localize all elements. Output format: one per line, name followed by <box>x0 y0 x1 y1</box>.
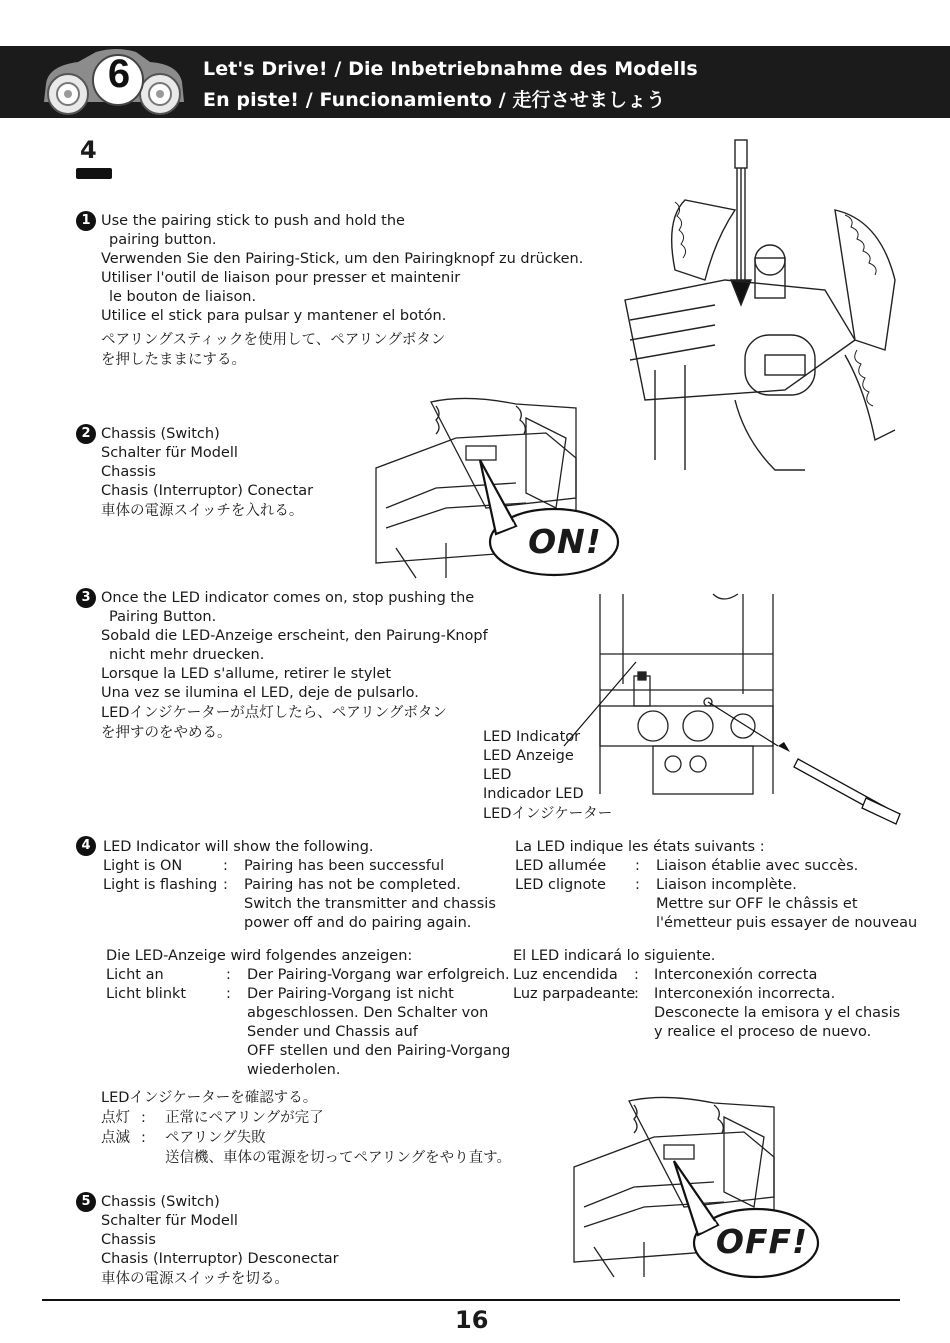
s4-de-flash-text-1: Der Pairing-Vorgang ist nicht <box>247 986 454 1002</box>
s3-line-de: Sobald die LED-Anzeige erscheint, den Pairung-Knopf <box>101 628 488 644</box>
s4-jp-on-label: 点灯 <box>101 1110 130 1126</box>
s4-de-flash-text-5: wiederholen. <box>247 1062 341 1078</box>
s2-line-en: Chassis (Switch) <box>101 426 220 442</box>
s3-line-es: Una vez se ilumina el LED, deje de pulsarlo. <box>101 685 419 701</box>
s4-jp-title: LEDインジケーターを確認する。 <box>101 1090 318 1106</box>
s1-line-jp-2: を押したままにする。 <box>101 352 246 368</box>
step-badge-number: 6 <box>107 52 131 96</box>
section-3-badge: 3 <box>76 588 96 608</box>
led-label-es: Indicador LED <box>483 786 584 802</box>
s3-line-en: Once the LED indicator comes on, stop pushing the <box>101 590 475 606</box>
s4-es-colon-2: : <box>634 986 639 1002</box>
header-title-line1: Let's Drive! / Die Inbetriebnahme des Modells <box>203 58 698 80</box>
s4-fr-flash-text-3: l'émetteur puis essayer de nouveau <box>656 915 918 931</box>
s4-es-colon-1: : <box>634 967 639 983</box>
s4-es-flash-text-2: Desconecte la emisora y el chasis <box>654 1005 901 1021</box>
s3-line-fr: Lorsque la LED s'allume, retirer le stylet <box>101 666 392 682</box>
section-1-badge: 1 <box>76 211 96 231</box>
s1-line-jp: ペアリングスティックを使用して、ペアリングボタン <box>101 332 446 348</box>
s5-line-jp: 車体の電源スイッチを切る。 <box>101 1271 289 1287</box>
on-bubble-label: ON! <box>528 522 602 561</box>
off-bubble-label: OFF! <box>715 1222 809 1261</box>
s4-de-flash-text-3: Sender und Chassis auf <box>247 1024 418 1040</box>
page-number: 16 <box>455 1306 489 1334</box>
s3-line-jp-2: を押すのをやめる。 <box>101 725 232 741</box>
s4-de-on-label: Licht an <box>106 967 164 983</box>
s4-es-flash-label: Luz parpadeante <box>513 986 636 1002</box>
section-5-badge: 5 <box>76 1192 96 1212</box>
s4-es-on-text: Interconexión correcta <box>654 967 818 983</box>
s4-en-flash-text-2: Switch the transmitter and chassis <box>244 896 496 912</box>
s4-en-on-label: Light is ON <box>103 858 183 874</box>
s1-line-es: Utilice el stick para pulsar y mantener el botón. <box>101 308 447 324</box>
s4-de-colon-1: : <box>226 967 231 983</box>
s4-en-on-text: Pairing has been successful <box>244 858 445 874</box>
s4-en-flash-text-1: Pairing has not be completed. <box>244 877 461 893</box>
s1-line-de: Verwenden Sie den Pairing-Stick, um den Pairingknopf zu drücken. <box>101 251 584 267</box>
s4-fr-flash-text-1: Liaison incomplète. <box>656 877 797 893</box>
led-label-fr: LED <box>483 767 512 783</box>
s4-de-flash-text-2: abgeschlossen. Den Schalter von <box>247 1005 489 1021</box>
s4-english-block <box>103 838 496 933</box>
section-1-text <box>101 212 583 370</box>
s4-fr-colon-1: : <box>635 858 640 874</box>
s4-en-flash-text-3: power off and do pairing again. <box>244 915 472 931</box>
s4-japanese-block <box>101 1088 511 1168</box>
s4-fr-title: La LED indique les états suivants : <box>515 839 765 855</box>
s1-line-fr-2: le bouton de liaison. <box>109 289 257 305</box>
s1-line-en: Use the pairing stick to push and hold the <box>101 213 405 229</box>
s4-fr-flash-label: LED clignote <box>515 877 606 893</box>
s4-en-title: LED Indicator will show the following. <box>103 839 374 855</box>
step-marker-bar <box>76 168 112 179</box>
s4-jp-flash-label: 点滅 <box>101 1130 130 1146</box>
s4-en-colon-2: : <box>223 877 228 893</box>
s4-jp-on-text: 正常にペアリングが完了 <box>165 1110 324 1126</box>
s4-de-flash-label: Licht blinkt <box>106 986 187 1002</box>
s4-en-colon-1: : <box>223 858 228 874</box>
s5-line-es: Chasis (Interruptor) Desconectar <box>101 1251 339 1267</box>
footer-rule <box>42 1299 900 1301</box>
s1-line-fr: Utiliser l'outil de liaison pour presser et maintenir <box>101 270 461 286</box>
s4-jp-flash-text-1: ペアリング失敗 <box>165 1130 266 1146</box>
section-3-text <box>101 589 488 743</box>
s4-es-flash-text-3: y realice el proceso de nuevo. <box>654 1024 872 1040</box>
s4-de-colon-2: : <box>226 986 231 1002</box>
s4-es-flash-text-1: Interconexión incorrecta. <box>654 986 836 1002</box>
section-2-badge: 2 <box>76 424 96 444</box>
s4-jp-colon-1: : <box>141 1110 146 1126</box>
s2-line-fr: Chassis <box>101 464 156 480</box>
s4-en-flash-label: Light is flashing <box>103 877 218 893</box>
led-label-en: LED Indicator <box>483 729 581 745</box>
s2-line-de: Schalter für Modell <box>101 445 238 461</box>
s4-german-block <box>106 947 510 1080</box>
s4-es-on-label: Luz encendida <box>513 967 618 983</box>
s5-line-fr: Chassis <box>101 1232 156 1248</box>
chassis-pairing-illustration <box>625 140 905 480</box>
s4-fr-on-label: LED allumée <box>515 858 607 874</box>
s4-fr-flash-text-2: Mettre sur OFF le châssis et <box>656 896 858 912</box>
s3-line-de-2: nicht mehr druecken. <box>109 647 265 663</box>
s4-es-title: El LED indicará lo siguiente. <box>513 948 716 964</box>
s4-jp-colon-2: : <box>141 1130 146 1146</box>
s4-de-title: Die LED-Anzeige wird folgendes anzeigen: <box>106 948 413 964</box>
s5-line-en: Chassis (Switch) <box>101 1194 220 1210</box>
step-number: 4 <box>80 136 97 164</box>
s4-fr-colon-2: : <box>635 877 640 893</box>
s2-line-es: Chasis (Interruptor) Conectar <box>101 483 314 499</box>
s2-line-jp: 車体の電源スイッチを入れる。 <box>101 503 304 519</box>
s1-line-en-2: pairing button. <box>109 232 217 248</box>
led-label-de: LED Anzeige <box>483 748 574 764</box>
section-4-badge: 4 <box>76 836 96 856</box>
s3-line-jp: LEDインジケーターが点灯したら、ペアリングボタン <box>101 705 447 721</box>
led-indicator-illustration <box>598 594 908 824</box>
header-title-line2: En piste! / Funcionamiento / 走行させましょう <box>203 89 666 111</box>
s5-line-de: Schalter für Modell <box>101 1213 238 1229</box>
led-label-jp: LEDインジケーター <box>483 806 613 822</box>
led-labels <box>483 728 612 824</box>
s4-de-on-text: Der Pairing-Vorgang war erfolgreich. <box>247 967 510 983</box>
section-2-text <box>101 425 313 521</box>
s4-spanish-block <box>513 947 900 1042</box>
section-5-text <box>101 1193 339 1289</box>
s3-line-en-2: Pairing Button. <box>109 609 217 625</box>
s4-de-flash-text-4: OFF stellen und den Pairing-Vorgang <box>247 1043 511 1059</box>
s4-french-block <box>515 838 917 933</box>
s4-fr-on-text: Liaison établie avec succès. <box>656 858 859 874</box>
s4-jp-flash-text-2: 送信機、車体の電源を切ってペアリングをやり直す。 <box>165 1150 511 1166</box>
